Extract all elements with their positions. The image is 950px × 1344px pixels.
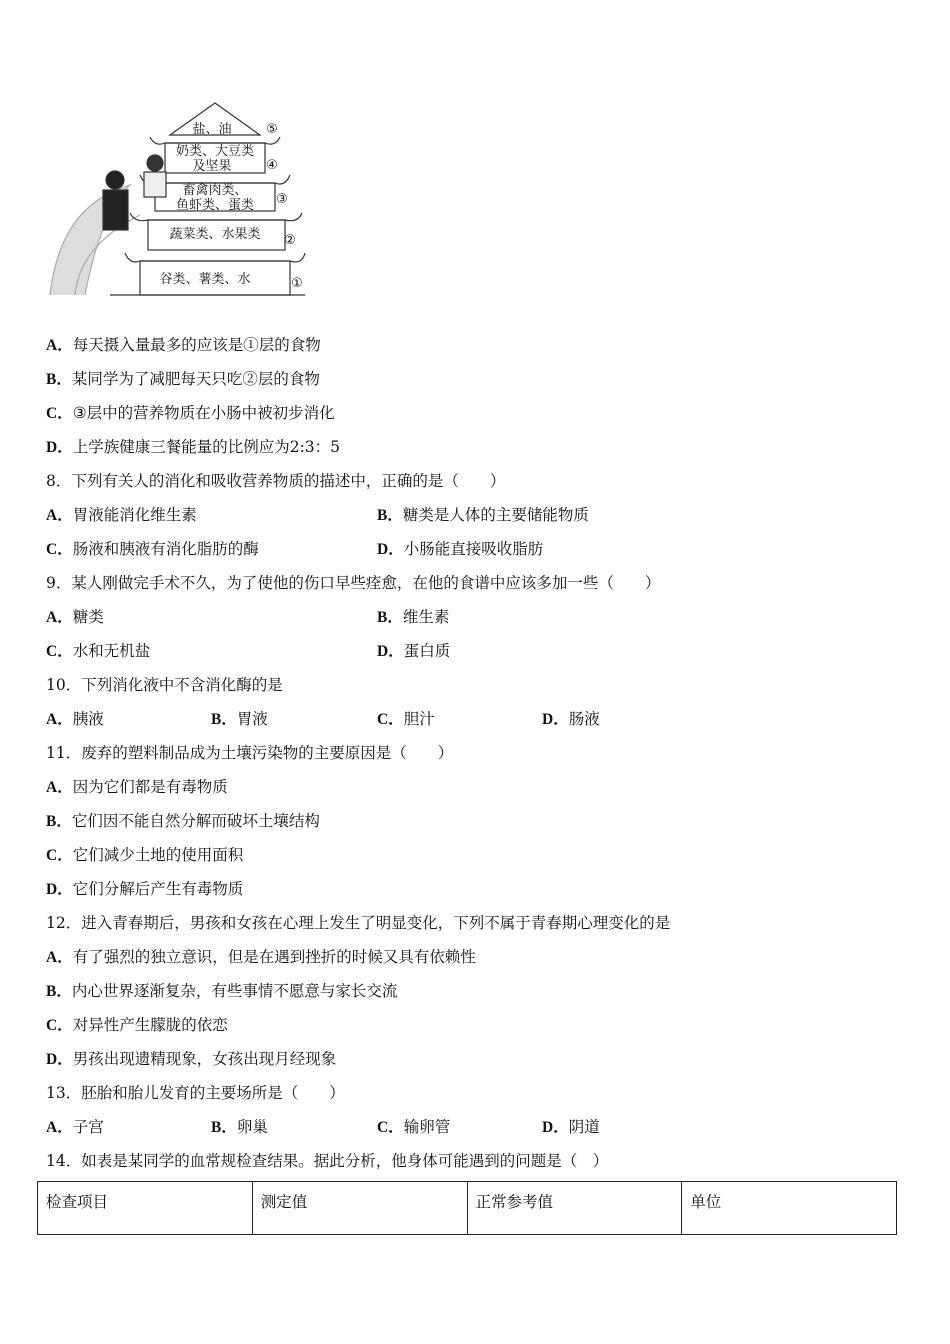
option-label: A． — [46, 711, 73, 728]
layer3-num: ③ — [276, 192, 288, 207]
option-label: C． — [46, 541, 73, 558]
option-text: 水和无机盐 — [72, 642, 151, 660]
option-label: C． — [377, 711, 404, 728]
q13-option — [46, 1110, 104, 1145]
q9-stem: 9．某人刚做完手术不久，为了使他的伤口早些痊愈，在他的食谱中应该多加一些（ ） — [46, 574, 661, 592]
option-label: B． — [377, 507, 403, 524]
q11-option — [46, 872, 243, 907]
option-text: ③层中的营养物质在小肠中被初步消化 — [72, 404, 335, 422]
q12-option — [46, 1008, 228, 1043]
option-label: A． — [46, 337, 73, 354]
questions — [46, 328, 916, 1178]
option-text: 对异性产生朦胧的依恋 — [72, 1016, 228, 1034]
option-label: D． — [46, 439, 73, 456]
layer1-text: 谷类、薯类、水 — [159, 272, 251, 287]
option-text: 内心世界逐渐复杂，有些事情不愿意与家长交流 — [71, 982, 398, 1000]
option-text: 阴道 — [568, 1118, 600, 1136]
q12-option — [46, 974, 397, 1009]
option-text: 胃液能消化维生素 — [72, 506, 197, 524]
option-text: 胃液 — [236, 710, 268, 728]
option-text: 男孩出现遗精现象，女孩出现月经现象 — [72, 1050, 337, 1068]
option-label: A． — [46, 949, 73, 966]
q7-option — [46, 430, 340, 465]
q10-option — [542, 702, 600, 737]
option-row — [46, 362, 916, 396]
option-label: D． — [542, 711, 569, 728]
q7-option — [46, 328, 321, 363]
option-label: C． — [46, 1017, 73, 1034]
blood-test-table — [37, 1181, 897, 1235]
q12-option — [46, 940, 476, 975]
option-label: C． — [377, 1119, 404, 1136]
option-label: D． — [46, 1051, 73, 1068]
option-text: 因为它们都是有毒物质 — [72, 778, 228, 796]
option-text: 有了强烈的独立意识，但是在遇到挫折的时候又具有依赖性 — [72, 948, 476, 966]
q14-stem: 14．如表是某同学的血常规检查结果。据此分析，他身体可能遇到的问题是（ ） — [46, 1152, 609, 1170]
option-row — [46, 328, 916, 362]
option-text: 肠液和胰液有消化脂肪的酶 — [72, 540, 259, 558]
table-header: 检查项目 — [38, 1182, 253, 1235]
option-row — [46, 974, 916, 1008]
option-row — [46, 1110, 916, 1144]
option-label: C． — [46, 405, 73, 422]
option-row — [46, 1008, 916, 1042]
option-label: B． — [46, 983, 72, 1000]
q8-option — [377, 498, 589, 533]
q8-stem: 8．下列有关人的消化和吸收营养物质的描述中，正确的是（ ） — [46, 472, 506, 490]
option-text: 维生素 — [402, 608, 450, 626]
option-row — [46, 532, 916, 566]
option-text: 小肠能直接吸收脂肪 — [403, 540, 544, 558]
layer4-num: ④ — [266, 158, 278, 173]
option-row — [46, 600, 916, 634]
option-label: A． — [46, 1119, 73, 1136]
option-row — [46, 804, 916, 838]
q9-option — [46, 600, 104, 635]
option-row — [46, 634, 916, 668]
layer5-num: ⑤ — [266, 122, 278, 137]
option-text: 胰液 — [72, 710, 104, 728]
q10-option — [377, 702, 435, 737]
option-label: D． — [542, 1119, 569, 1136]
layer1-num: ① — [291, 276, 303, 291]
option-row — [46, 430, 916, 464]
option-text: 上学族健康三餐能量的比例应为2:3：5 — [72, 438, 341, 456]
option-text: 它们减少土地的使用面积 — [72, 846, 244, 864]
q10-stem: 10．下列消化液中不含消化酶的是 — [46, 676, 283, 694]
option-text: 糖类是人体的主要储能物质 — [402, 506, 589, 524]
option-label: B． — [377, 609, 403, 626]
layer4-text: 奶类、大豆类 — [175, 144, 255, 159]
option-row — [46, 498, 916, 532]
table-header: 测定值 — [252, 1182, 467, 1235]
q11-option — [46, 770, 228, 805]
option-label: D． — [377, 643, 404, 660]
option-label: B． — [211, 1119, 237, 1136]
option-row — [46, 940, 916, 974]
table-header-row — [38, 1182, 897, 1235]
q13-option — [211, 1110, 268, 1145]
q10-option — [211, 702, 268, 737]
option-label: A． — [46, 609, 73, 626]
option-row — [46, 702, 916, 736]
q11-option — [46, 838, 243, 873]
option-text: 它们分解后产生有毒物质 — [72, 880, 244, 898]
option-text: 每天摄入量最多的应该是①层的食物 — [72, 336, 321, 354]
layer3-text: 畜禽肉类、 — [182, 183, 248, 198]
layer3-text: 鱼虾类、蛋类 — [175, 198, 255, 213]
layer2-num: ② — [284, 233, 296, 248]
option-row — [46, 770, 916, 804]
option-label: D． — [46, 881, 73, 898]
option-text: 胆汁 — [403, 710, 435, 728]
option-label: C． — [46, 847, 73, 864]
option-text: 糖类 — [72, 608, 104, 626]
option-text: 蛋白质 — [403, 642, 451, 660]
option-label: B． — [211, 711, 237, 728]
q9-option — [46, 634, 150, 669]
layer2-text: 蔬菜类、水果类 — [169, 227, 261, 242]
layer5-text: 盐、油 — [192, 122, 232, 137]
option-row — [46, 838, 916, 872]
q8-option — [377, 532, 543, 567]
q9-option — [377, 600, 449, 635]
option-label: A． — [46, 507, 73, 524]
q9-option — [377, 634, 450, 669]
layer4-text: 及坚果 — [192, 159, 232, 174]
q12-option — [46, 1042, 336, 1077]
q13-stem: 13．胚胎和胎儿发育的主要场所是（ ） — [46, 1084, 345, 1102]
option-text: 输卵管 — [403, 1118, 451, 1136]
q7-option — [46, 396, 335, 431]
option-text: 卵巢 — [236, 1118, 268, 1136]
table-header: 单位 — [682, 1182, 897, 1235]
option-row — [46, 872, 916, 906]
q10-option — [46, 702, 104, 737]
q8-option — [46, 532, 259, 567]
option-text: 肠液 — [568, 710, 600, 728]
option-row — [46, 1042, 916, 1076]
option-label: D． — [377, 541, 404, 558]
option-row — [46, 396, 916, 430]
option-label: A． — [46, 779, 73, 796]
table-header: 正常参考值 — [467, 1182, 682, 1235]
option-label: B． — [46, 813, 72, 830]
option-label: B． — [46, 371, 72, 388]
food-pyramid-figure — [40, 95, 320, 305]
option-label: C． — [46, 643, 73, 660]
option-text: 某同学为了减肥每天只吃②层的食物 — [71, 370, 320, 388]
option-text: 子宫 — [72, 1118, 104, 1136]
q8-option — [46, 498, 197, 533]
q12-stem: 12．进入青春期后，男孩和女孩在心理上发生了明显变化，下列不属于青春期心理变化的是 — [46, 914, 671, 932]
q7-option — [46, 362, 320, 397]
q11-option — [46, 804, 320, 839]
q13-option — [377, 1110, 450, 1145]
option-text: 它们因不能自然分解而破坏土壤结构 — [71, 812, 320, 830]
q13-option — [542, 1110, 600, 1145]
q11-stem: 11．废弃的塑料制品成为土壤污染物的主要原因是（ ） — [46, 744, 454, 762]
